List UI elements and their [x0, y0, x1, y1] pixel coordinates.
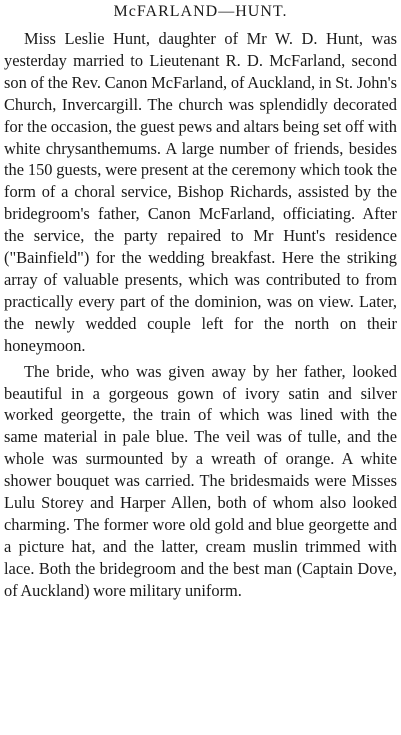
article-headline: McFARLAND—HUNT. — [113, 3, 288, 20]
article-paragraph-bride: The bride, who was given away by her father, looked beautiful in a gorgeous gown of ivory satin and silver worked georgette, the train of which was lined with the same material in pale blue. The veil was of tulle, and the whole was surmounted by a wreath of orange. A white shower bouquet was carried. The bridesmaids were Misses Lulu Storey and Harper Allen, both of whom also looked charming. The former wore old gold and blue georgette and a picture hat, and the latter, cream muslin trimmed with lace. Both the bridegroom and the best man (Captain Dove, of Auckland) wore military uniform. — [4, 361, 397, 600]
article-paragraph-ceremony: Miss Leslie Hunt, daughter of Mr W. D. Hunt, was yesterday married to Lieutenant R. D. McFarland, second son of the Rev. Canon McFarland, of Auckland, in St. John's Church, Invercargill. The church was splendidly decorated for the occasion, the guest pews and altars being set off with white chrysanthemums. A large number of friends, besides the 150 guests, were present at the ceremony which took the form of a choral service, Bishop Richards, assisted by the bridegroom's father, Canon McFarland, officiating. After the service, the party repaired to Mr Hunt's residence ("Bainfield") for the wedding breakfast. Here the striking array of valuable presents, which was contributed to from practically every part of the dominion, was on view. Later, the newly wedded couple left for the north on their honeymoon. — [4, 29, 397, 355]
